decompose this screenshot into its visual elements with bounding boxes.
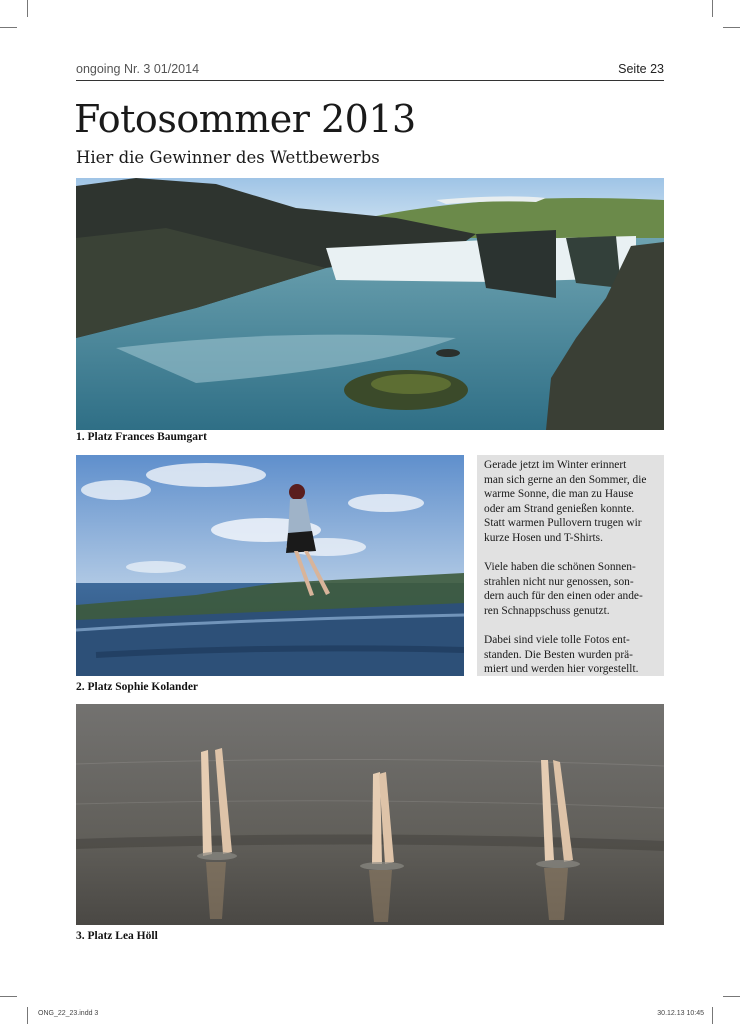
coast-photo xyxy=(76,455,464,676)
crop-mark xyxy=(0,27,17,28)
print-timestamp: 30.12.13 10:45 xyxy=(657,1010,704,1017)
issue-label: ongoing Nr. 3 01/2014 xyxy=(76,62,200,76)
legs-in-water-photo xyxy=(76,704,664,925)
header-rule xyxy=(76,80,664,81)
article-title: Fotosommer 2013 xyxy=(74,97,416,141)
crop-mark xyxy=(712,0,713,17)
caption-second-place: 2. Platz Sophie Kolander xyxy=(76,681,199,693)
crop-mark xyxy=(723,996,740,997)
crop-mark xyxy=(0,996,17,997)
intro-paragraph: Dabei sind viele tolle Fotos ent- standen. Die Besten wurden prä- miert und werden hier vorgestellt. xyxy=(484,634,639,676)
intro-paragraph: Gerade jetzt im Winter erinnert man sich gerne an den Sommer, die warme Sonne, die man zu Hause oder am Strand genießen konnte. Statt warmen Pullovern trugen wir kurze Hosen und T-Shirts. xyxy=(484,459,647,544)
crop-mark xyxy=(27,0,28,17)
intro-text-box xyxy=(477,455,664,676)
page-number: Seite 23 xyxy=(618,62,664,76)
caption-third-place: 3. Platz Lea Höll xyxy=(76,930,158,942)
file-slug: ONG_22_23.indd 3 xyxy=(38,1010,99,1017)
caption-first-place: 1. Platz Frances Baumgart xyxy=(76,431,207,443)
waterfall-photo xyxy=(76,178,664,430)
article-subtitle: Hier die Gewinner des Wettbewerbs xyxy=(76,148,380,167)
intro-paragraph: Viele haben die schönen Sonnen- strahlen nicht nur genossen, son- dern auch für den einen oder ande- ren Schnappschuss genutzt. xyxy=(484,561,643,617)
crop-mark xyxy=(712,1007,713,1024)
crop-mark xyxy=(723,27,740,28)
crop-mark xyxy=(27,1007,28,1024)
